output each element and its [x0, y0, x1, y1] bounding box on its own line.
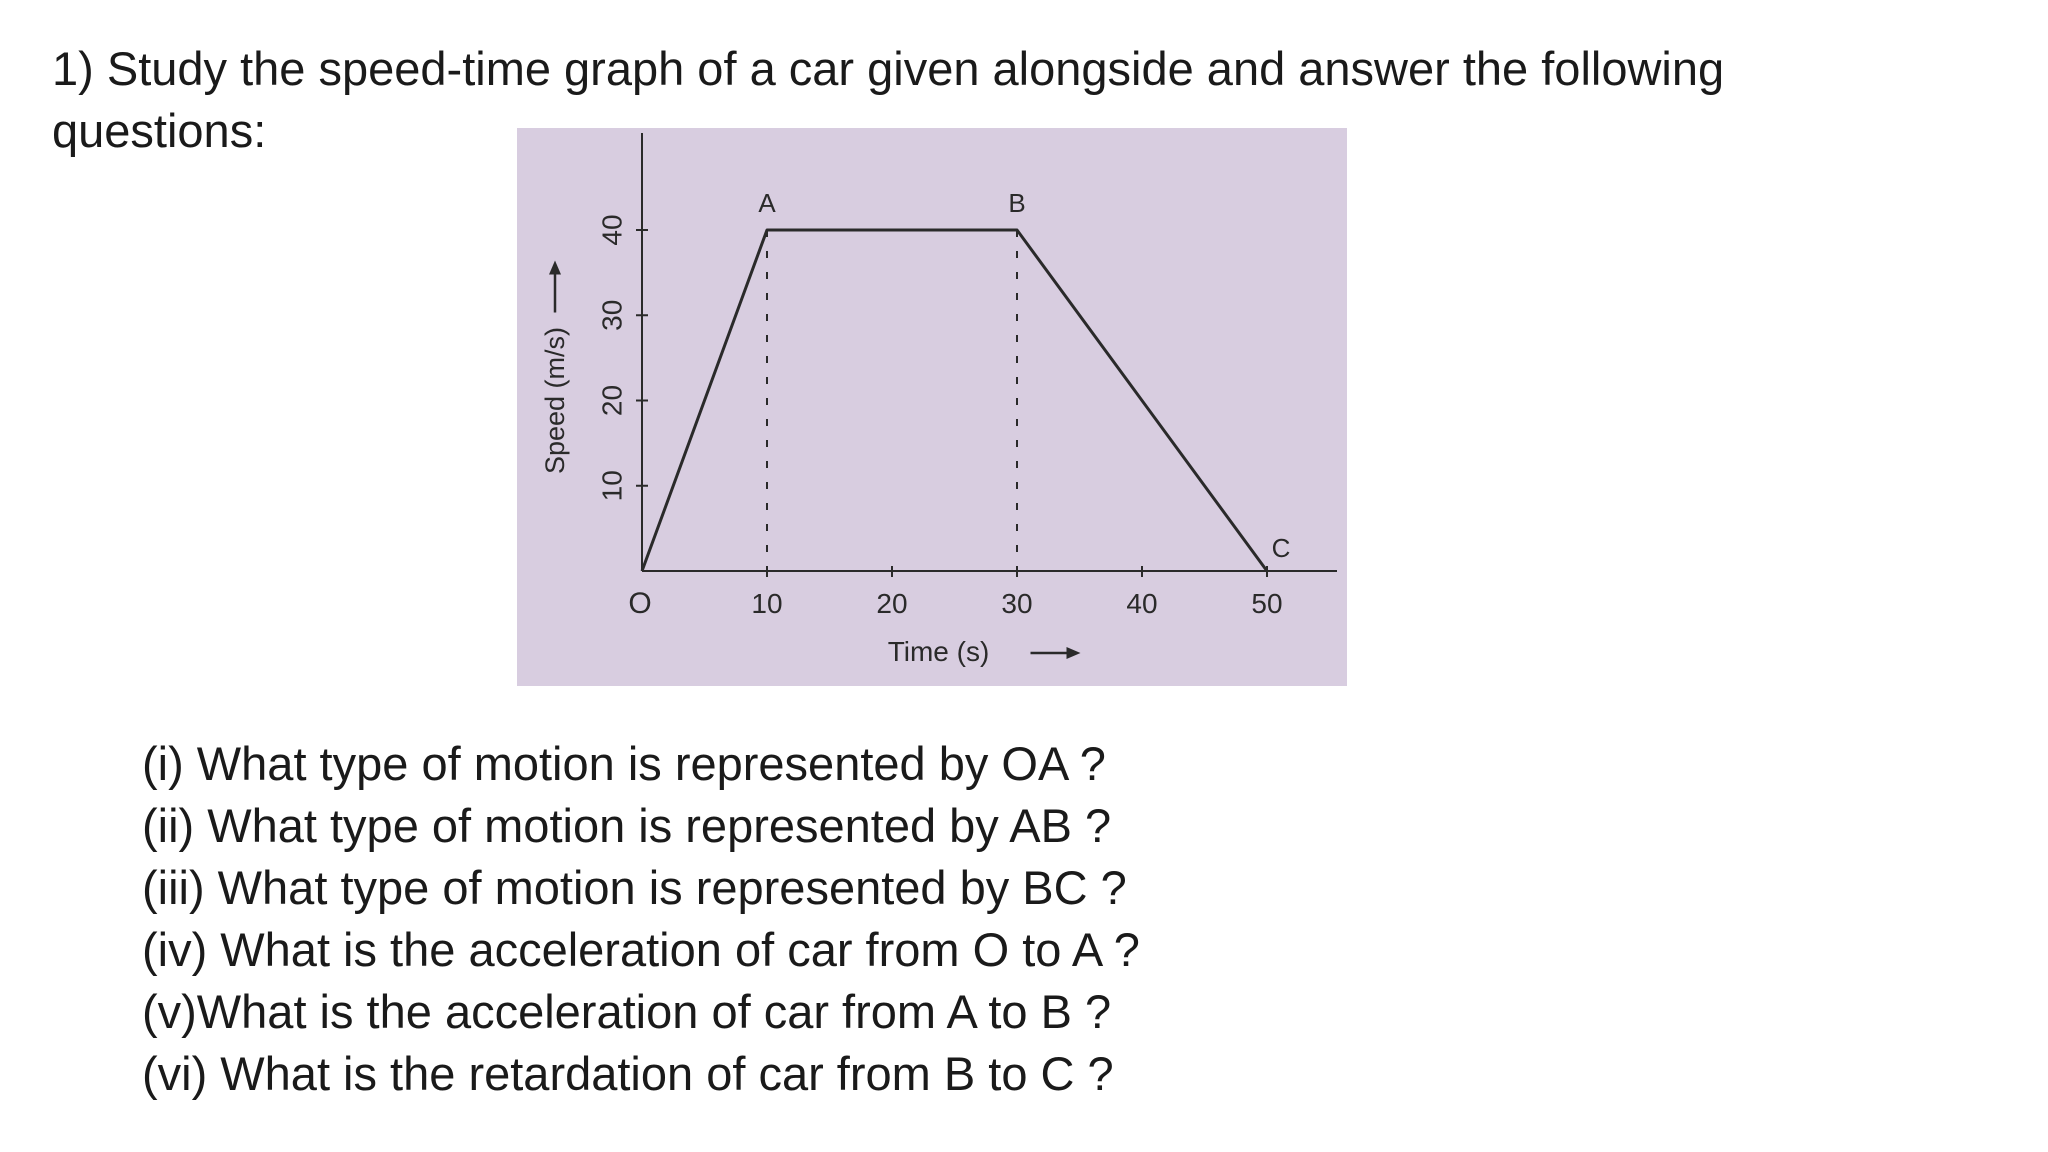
y-axis-arrow-head	[549, 261, 561, 275]
y-tick-label: 20	[596, 384, 628, 417]
speed-time-line	[642, 230, 1267, 571]
point-label-A: A	[758, 188, 776, 218]
labels	[540, 188, 1290, 667]
y-tick-label: 10	[596, 470, 628, 502]
x-tick-label: 50	[1251, 588, 1283, 619]
point-label-C: C	[1271, 533, 1291, 563]
sub-question: (v)What is the acceleration of car from A to B ?	[142, 985, 1112, 1038]
x-tick-label: 20	[876, 588, 908, 619]
x-axis-title: Time (s)	[887, 636, 990, 667]
guide-lines	[767, 230, 1017, 571]
x-tick-label: 40	[1126, 588, 1158, 619]
x-tick-label: 30	[1001, 588, 1033, 619]
sub-question: (vi) What is the retardation of car from B to C ?	[142, 1047, 1114, 1100]
chart-svg	[517, 128, 1347, 686]
series	[642, 230, 1267, 571]
x-axis-arrow-head	[1067, 647, 1081, 659]
sub-question-list	[142, 733, 1140, 1105]
axes	[636, 133, 1337, 577]
sub-question: (ii) What type of motion is represented by AB ?	[142, 799, 1112, 852]
y-tick-label: 30	[596, 299, 628, 331]
x-tick-label: 10	[751, 588, 783, 619]
origin-label: O	[628, 587, 652, 620]
question-line-1: 1) Study the speed-time graph of a car given alongside and answer the following	[52, 42, 1725, 95]
point-label-B: B	[1008, 188, 1026, 218]
question-line-2: questions:	[52, 104, 267, 157]
y-axis-title: Speed (m/s)	[540, 326, 570, 475]
y-tick-label: 40	[596, 214, 628, 246]
sub-question: (iv) What is the acceleration of car from O to A ?	[142, 923, 1140, 976]
sub-question: (iii) What type of motion is represented by BC ?	[142, 861, 1127, 914]
speed-time-graph	[517, 128, 1347, 686]
sub-question: (i) What type of motion is represented by OA ?	[142, 737, 1106, 790]
